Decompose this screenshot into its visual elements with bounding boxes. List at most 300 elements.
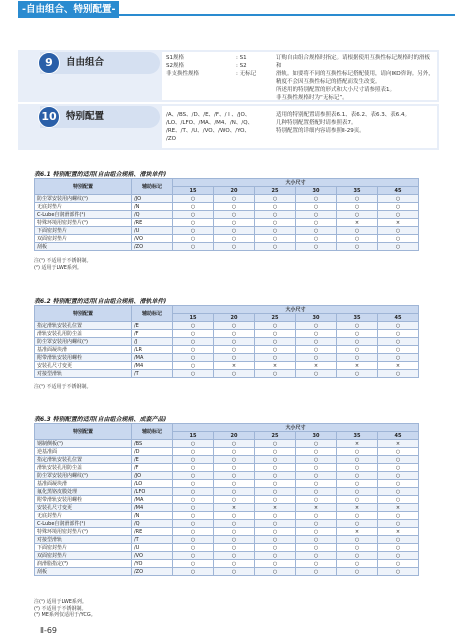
availability-cell: ○: [255, 520, 296, 528]
availability-cell: ×: [378, 504, 419, 512]
spec-name-cell: 氟化黑铬皮膜处理: [35, 488, 132, 496]
table-row: [35, 354, 419, 362]
block10-codes: [166, 111, 253, 143]
symbol-cell: /BS: [132, 440, 173, 448]
table-row: [35, 504, 419, 512]
availability-cell: ○: [378, 448, 419, 456]
block9-tab: [40, 52, 160, 74]
availability-cell: ○: [173, 211, 214, 219]
size-header: 45: [378, 187, 419, 195]
value-s1: : S1: [236, 55, 247, 61]
table-row: [35, 211, 419, 219]
availability-cell: ○: [214, 560, 255, 568]
availability-cell: ○: [214, 472, 255, 480]
symbol-cell: /VO: [132, 552, 173, 560]
availability-cell: ○: [337, 560, 378, 568]
table-row: [35, 448, 419, 456]
availability-cell: ○: [255, 544, 296, 552]
availability-cell: ○: [296, 243, 337, 251]
availability-cell: ○: [337, 322, 378, 330]
symbol-cell: /M4: [132, 504, 173, 512]
availability-cell: ○: [255, 456, 296, 464]
availability-cell: ○: [255, 330, 296, 338]
table-row: [35, 496, 419, 504]
table-row: [35, 330, 419, 338]
spec-name-cell: 对接型滑轨: [35, 536, 132, 544]
code-line: /RE、/T、/U、/VO、/WO、/YO、: [166, 128, 250, 134]
availability-cell: ○: [378, 195, 419, 203]
availability-cell: ○: [173, 330, 214, 338]
availability-cell: ○: [214, 346, 255, 354]
spec-name-cell: 刮板: [35, 568, 132, 576]
availability-cell: ○: [296, 338, 337, 346]
availability-cell: ○: [296, 528, 337, 536]
column-header-symbol: 辅助标记: [132, 179, 173, 195]
spec-name-cell: 基准面凝块滑: [35, 346, 132, 354]
block10-number: 10: [38, 106, 60, 128]
block10-description: [276, 111, 434, 135]
availability-cell: ○: [173, 346, 214, 354]
availability-cell: ○: [337, 235, 378, 243]
symbol-cell: /T: [132, 536, 173, 544]
table-header-row: [35, 179, 419, 187]
spec-name-cell: 下面密封垫片: [35, 544, 132, 552]
availability-cell: ×: [337, 440, 378, 448]
block10-tab: [40, 106, 160, 128]
availability-cell: ○: [255, 370, 296, 378]
spec-name-cell: C-Lube自润滑部件(¹): [35, 211, 132, 219]
availability-cell: ○: [255, 338, 296, 346]
spec-name-cell: 安装孔尺寸变更: [35, 504, 132, 512]
availability-cell: ○: [214, 195, 255, 203]
availability-cell: ×: [296, 362, 337, 370]
availability-cell: ○: [173, 219, 214, 227]
availability-cell: ○: [296, 227, 337, 235]
table-row: [35, 370, 419, 378]
availability-cell: ○: [214, 243, 255, 251]
availability-cell: ○: [255, 464, 296, 472]
table-row: [35, 219, 419, 227]
spec-name-cell: 指定滑轨安装孔位置: [35, 322, 132, 330]
availability-cell: ×: [337, 362, 378, 370]
symbol-cell: /VO: [132, 235, 173, 243]
table-6-2-notes: [34, 384, 92, 391]
symbol-cell: /JO: [132, 472, 173, 480]
availability-cell: ○: [173, 354, 214, 362]
footnote: (²) 适用于LWE系列。: [34, 264, 82, 271]
availability-cell: ○: [337, 552, 378, 560]
value-s2: : S2: [236, 63, 247, 69]
availability-cell: ×: [378, 440, 419, 448]
availability-cell: ○: [378, 552, 419, 560]
availability-cell: ×: [337, 504, 378, 512]
availability-cell: ○: [173, 480, 214, 488]
availability-cell: ○: [378, 235, 419, 243]
column-header-spec: 特别配置: [35, 424, 132, 440]
spec-name-cell: 滑轨安装孔用防尘盖: [35, 464, 132, 472]
symbol-cell: /LFO: [132, 488, 173, 496]
availability-cell: ○: [378, 568, 419, 576]
desc-line: 滑轨。如要将不同的互换性标记搭配使用，请向IKO咨询。另外，: [276, 71, 434, 77]
label-non-interchangeable: 非支换性规格: [166, 71, 200, 77]
availability-cell: ○: [173, 568, 214, 576]
availability-cell: ○: [214, 203, 255, 211]
symbol-cell: /E: [132, 456, 173, 464]
spec-name-cell: 安装孔尺寸变更: [35, 362, 132, 370]
availability-cell: ○: [378, 456, 419, 464]
column-header-spec: 特别配置: [35, 306, 132, 322]
availability-cell: ○: [214, 354, 255, 362]
availability-cell: ○: [214, 219, 255, 227]
availability-cell: ○: [296, 520, 337, 528]
availability-cell: ○: [173, 496, 214, 504]
availability-cell: ○: [173, 243, 214, 251]
availability-cell: ○: [173, 203, 214, 211]
symbol-cell: /LR: [132, 346, 173, 354]
availability-cell: ○: [255, 243, 296, 251]
availability-cell: ○: [173, 520, 214, 528]
desc-line: 几种特别配置搭配时请参照表7。: [276, 120, 357, 126]
availability-cell: ○: [296, 354, 337, 362]
availability-cell: ○: [214, 440, 255, 448]
availability-cell: ○: [337, 195, 378, 203]
size-header: 35: [337, 314, 378, 322]
availability-cell: ○: [255, 568, 296, 576]
table-row: [35, 472, 419, 480]
table-row: [35, 322, 419, 330]
availability-cell: ○: [173, 322, 214, 330]
availability-cell: ○: [378, 536, 419, 544]
availability-cell: ○: [255, 235, 296, 243]
availability-cell: ○: [173, 464, 214, 472]
availability-cell: ○: [255, 488, 296, 496]
symbol-cell: /N: [132, 203, 173, 211]
table-row: [35, 235, 419, 243]
size-header: 35: [337, 432, 378, 440]
block10-title: 特别配置: [66, 111, 105, 122]
size-header: 15: [173, 187, 214, 195]
availability-cell: ○: [296, 560, 337, 568]
table-row: [35, 456, 419, 464]
availability-cell: ○: [337, 568, 378, 576]
spec-name-cell: 下面密封垫片: [35, 227, 132, 235]
availability-cell: ○: [173, 472, 214, 480]
size-header: 20: [214, 187, 255, 195]
symbol-cell: /N: [132, 512, 173, 520]
table-6-3-caption: 表6.3 特别配置的适用(自由组合规格、成套产品): [34, 416, 167, 423]
spec-name-cell: C-Lube自润滑部件(¹): [35, 520, 132, 528]
footnote: 注(¹) 适用于LWE系列。: [34, 599, 87, 605]
availability-cell: ○: [214, 552, 255, 560]
availability-cell: ○: [296, 448, 337, 456]
availability-cell: ○: [173, 512, 214, 520]
availability-cell: ○: [378, 243, 419, 251]
availability-cell: ○: [337, 536, 378, 544]
spec-name-cell: 特殊环境用密封垫片(¹): [35, 528, 132, 536]
availability-cell: ○: [337, 448, 378, 456]
table-row: [35, 560, 419, 568]
availability-cell: ○: [296, 203, 337, 211]
table-row: [35, 346, 419, 354]
column-header-size: 大小尺寸: [173, 424, 419, 432]
table-row: [35, 568, 419, 576]
symbol-cell: /M4: [132, 362, 173, 370]
table-row: [35, 464, 419, 472]
spec-name-cell: 防尘罩安装用内螺纹(¹): [35, 472, 132, 480]
availability-cell: ○: [337, 520, 378, 528]
size-header: 35: [337, 187, 378, 195]
availability-cell: ×: [378, 362, 419, 370]
availability-cell: ○: [214, 370, 255, 378]
availability-cell: ○: [214, 235, 255, 243]
table-row: [35, 512, 419, 520]
availability-cell: ○: [337, 243, 378, 251]
spec-name-cell: 附带滑轨安装用螺栓: [35, 354, 132, 362]
code-line: /A、/BS、/D、/E、/F、/ I 、/JO、: [166, 112, 251, 118]
availability-cell: ○: [296, 346, 337, 354]
column-header-size: 大小尺寸: [173, 306, 419, 314]
section-header: [0, 0, 455, 28]
availability-cell: ○: [337, 488, 378, 496]
size-header: 15: [173, 432, 214, 440]
availability-cell: ○: [173, 504, 214, 512]
availability-cell: ○: [337, 330, 378, 338]
block9-content: [162, 52, 437, 100]
availability-cell: ○: [378, 544, 419, 552]
availability-cell: ○: [337, 211, 378, 219]
symbol-cell: /F: [132, 464, 173, 472]
footnote: 注(¹) 不适用于不锈钢制。: [34, 384, 92, 390]
availability-cell: ○: [173, 362, 214, 370]
table-6-1: [34, 178, 419, 251]
table-row: [35, 488, 419, 496]
desc-line: 特别配置的详细内容请参照Ⅱ-29页。: [276, 128, 365, 134]
spec-name-cell: 逆基准面: [35, 448, 132, 456]
symbol-cell: /F: [132, 330, 173, 338]
availability-cell: ○: [255, 346, 296, 354]
availability-cell: ○: [173, 544, 214, 552]
size-header: 25: [255, 187, 296, 195]
availability-cell: ○: [173, 536, 214, 544]
availability-cell: ○: [296, 488, 337, 496]
availability-cell: ○: [378, 227, 419, 235]
availability-cell: ○: [255, 227, 296, 235]
symbol-cell: /Q: [132, 520, 173, 528]
availability-cell: ○: [378, 370, 419, 378]
availability-cell: ○: [296, 472, 337, 480]
block9-title: 自由组合: [66, 57, 105, 68]
availability-cell: ○: [255, 528, 296, 536]
table-row: [35, 544, 419, 552]
availability-cell: ×: [255, 362, 296, 370]
availability-cell: ○: [337, 370, 378, 378]
availability-cell: ○: [214, 544, 255, 552]
spec-name-cell: 基准面凝块滑: [35, 480, 132, 488]
column-header-symbol: 辅助标记: [132, 306, 173, 322]
table-row: [35, 338, 419, 346]
spec-name-cell: 指定滑轨安装孔位置: [35, 456, 132, 464]
size-header: 25: [255, 432, 296, 440]
availability-cell: ○: [214, 211, 255, 219]
table-row: [35, 536, 419, 544]
availability-cell: ○: [296, 330, 337, 338]
availability-cell: ○: [214, 338, 255, 346]
size-header: 25: [255, 314, 296, 322]
availability-cell: ○: [255, 211, 296, 219]
size-header: 30: [296, 314, 337, 322]
availability-cell: ○: [378, 464, 419, 472]
availability-cell: ○: [214, 568, 255, 576]
availability-cell: ○: [255, 480, 296, 488]
desc-line: 订购自由组合规格时指定。请根据使用互换性标记规格时的滑板和: [276, 55, 431, 69]
desc-line: 精度不会因互换性标记的搭配而发生改变。: [276, 79, 381, 85]
availability-cell: ○: [378, 488, 419, 496]
page-number: Ⅱ-69: [40, 626, 58, 635]
availability-cell: ○: [255, 536, 296, 544]
spec-name-cell: 防尘罩安装用内螺纹(¹): [35, 338, 132, 346]
code-line: /ZO: [166, 136, 176, 142]
symbol-cell: /ZO: [132, 568, 173, 576]
availability-cell: ○: [378, 512, 419, 520]
availability-cell: ×: [214, 504, 255, 512]
free-combination-block: [18, 50, 439, 102]
spec-name-cell: 无底封垫片: [35, 512, 132, 520]
spec-name-cell: 双面密封垫片: [35, 552, 132, 560]
block9-description: [276, 54, 434, 102]
availability-cell: ○: [337, 496, 378, 504]
size-header: 20: [214, 314, 255, 322]
availability-cell: ○: [255, 512, 296, 520]
availability-cell: ○: [296, 219, 337, 227]
symbol-cell: /YO: [132, 560, 173, 568]
availability-cell: ○: [296, 211, 337, 219]
size-header: 30: [296, 432, 337, 440]
table-row: [35, 227, 419, 235]
symbol-cell: /JO: [132, 195, 173, 203]
desc-line: 适用的特别配置请参照表6.1、表6.2、表6.3、表6.4。: [276, 112, 410, 118]
size-header: 45: [378, 314, 419, 322]
availability-cell: ×: [378, 219, 419, 227]
availability-cell: ○: [378, 338, 419, 346]
availability-cell: ○: [296, 195, 337, 203]
availability-cell: ×: [255, 504, 296, 512]
availability-cell: ○: [255, 322, 296, 330]
availability-cell: ○: [173, 235, 214, 243]
availability-cell: ○: [378, 346, 419, 354]
availability-cell: ○: [296, 322, 337, 330]
availability-cell: ×: [337, 528, 378, 536]
table-header-row: [35, 306, 419, 314]
availability-cell: ○: [255, 195, 296, 203]
availability-cell: ○: [378, 520, 419, 528]
availability-cell: ○: [255, 203, 296, 211]
availability-cell: ○: [173, 448, 214, 456]
availability-cell: ○: [378, 480, 419, 488]
availability-cell: ○: [296, 480, 337, 488]
symbol-cell: /RE: [132, 219, 173, 227]
availability-cell: ○: [214, 448, 255, 456]
availability-cell: ○: [173, 370, 214, 378]
availability-cell: ○: [337, 203, 378, 211]
availability-cell: ○: [296, 456, 337, 464]
availability-cell: ○: [173, 338, 214, 346]
size-header: 15: [173, 314, 214, 322]
spec-name-cell: 钢制侧板(¹): [35, 440, 132, 448]
availability-cell: ○: [337, 472, 378, 480]
availability-cell: ○: [378, 211, 419, 219]
availability-cell: ○: [296, 496, 337, 504]
availability-cell: ○: [296, 235, 337, 243]
availability-cell: ○: [173, 528, 214, 536]
block9-labels: [166, 54, 199, 78]
table-row: [35, 440, 419, 448]
availability-cell: ○: [337, 456, 378, 464]
symbol-cell: /D: [132, 448, 173, 456]
block10-content: [162, 106, 437, 148]
code-line: /LO、/LFO、/MA、/M4、/N、/Q、: [166, 120, 254, 126]
symbol-cell: /U: [132, 544, 173, 552]
availability-cell: ×: [214, 362, 255, 370]
availability-cell: ○: [214, 488, 255, 496]
availability-cell: ○: [173, 227, 214, 235]
table-header-row: [35, 424, 419, 432]
availability-cell: ○: [337, 346, 378, 354]
size-header: 45: [378, 432, 419, 440]
footnote: (²) 不适用于不锈钢制。: [34, 605, 87, 612]
column-header-size: 大小尺寸: [173, 179, 419, 187]
availability-cell: ○: [296, 464, 337, 472]
availability-cell: ×: [296, 504, 337, 512]
spec-name-cell: 对接型滑轨: [35, 370, 132, 378]
availability-cell: ○: [378, 322, 419, 330]
column-header-symbol: 辅助标记: [132, 424, 173, 440]
table-row: [35, 552, 419, 560]
table-6-2-caption: 表6.2 特别配置的适用(自由组合规格、滑轨单件): [34, 298, 167, 305]
spec-name-cell: 滑轨安装孔用防尘盖: [35, 330, 132, 338]
availability-cell: ○: [173, 552, 214, 560]
availability-cell: ○: [296, 512, 337, 520]
availability-cell: ○: [337, 544, 378, 552]
availability-cell: ○: [255, 496, 296, 504]
availability-cell: ○: [214, 456, 255, 464]
symbol-cell: /J: [132, 338, 173, 346]
availability-cell: ○: [337, 512, 378, 520]
availability-cell: ○: [214, 330, 255, 338]
label-s2: S2规格: [166, 63, 184, 69]
table-6-3: [34, 423, 419, 576]
availability-cell: ×: [378, 528, 419, 536]
size-header: 20: [214, 432, 255, 440]
availability-cell: ○: [255, 354, 296, 362]
availability-cell: ○: [255, 560, 296, 568]
symbol-cell: /T: [132, 370, 173, 378]
availability-cell: ○: [214, 496, 255, 504]
availability-cell: ○: [378, 354, 419, 362]
table-row: [35, 480, 419, 488]
availability-cell: ○: [214, 227, 255, 235]
availability-cell: ○: [296, 568, 337, 576]
availability-cell: ○: [173, 456, 214, 464]
table-row: [35, 362, 419, 370]
table-row: [35, 520, 419, 528]
table-6-1-notes: [34, 258, 92, 271]
symbol-cell: /MA: [132, 496, 173, 504]
availability-cell: ○: [214, 464, 255, 472]
availability-cell: ○: [337, 480, 378, 488]
availability-cell: ○: [296, 552, 337, 560]
availability-cell: ○: [296, 370, 337, 378]
availability-cell: ○: [296, 536, 337, 544]
